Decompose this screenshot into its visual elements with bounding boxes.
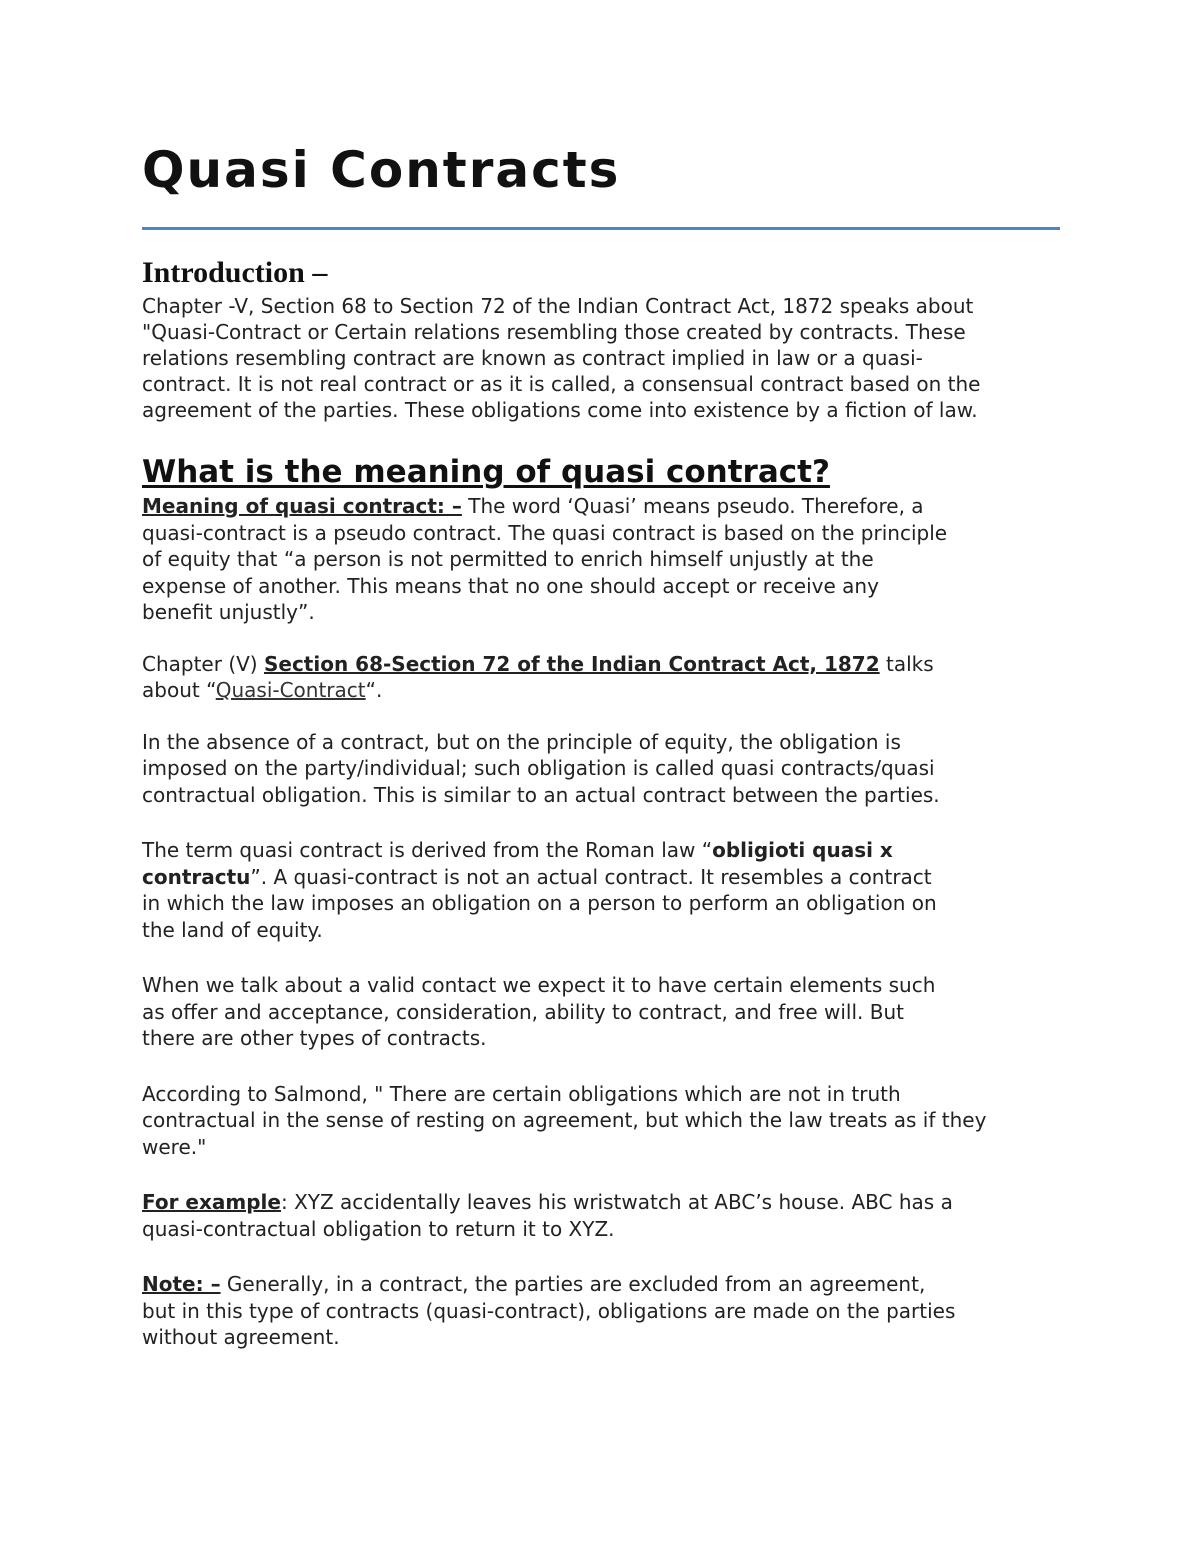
- paragraph-line: expense of another. This means that no one should accept or receive any: [142, 573, 879, 598]
- document-title: Quasi Contracts: [142, 141, 621, 199]
- example-paragraph: [142, 1189, 1060, 1242]
- valid-contract-paragraph: [142, 972, 1060, 1052]
- title-divider: [142, 227, 1060, 230]
- latin-term: contractu: [142, 864, 251, 889]
- paragraph-line: Note: – Generally, in a contract, the parties are excluded from an agreement,: [142, 1272, 926, 1296]
- paragraph-line: without agreement.: [142, 1325, 340, 1349]
- paragraph-line: were.": [142, 1134, 207, 1159]
- paragraph-line: contract. It is not real contract or as it is called, a consensual contract based on the: [142, 372, 981, 396]
- paragraph-line: relations resembling contract are known as contract implied in law or a quasi-: [142, 346, 923, 370]
- paragraph-line: contractu”. A quasi-contract is not an actual contract. It resembles a contract: [142, 864, 932, 889]
- chapter-paragraph: [142, 651, 1060, 704]
- meaning-paragraph: [142, 493, 1060, 626]
- paragraph-line: benefit unjustly”.: [142, 600, 315, 624]
- latin-term: obligioti quasi x: [712, 838, 893, 862]
- note-paragraph: [142, 1271, 1060, 1351]
- paragraph-line: as offer and acceptance, consideration, ability to contract, and free will. But: [142, 999, 904, 1024]
- section-link[interactable]: Section 68-Section 72 of the Indian Contract Act, 1872: [263, 651, 880, 676]
- paragraph-line: contractual in the sense of resting on agreement, but which the law treats as if they: [142, 1108, 987, 1132]
- note-label: Note: –: [142, 1272, 221, 1296]
- paragraph-line: Chapter -V, Section 68 to Section 72 of the Indian Contract Act, 1872 speaks about: [142, 294, 974, 318]
- paragraph-line: For example: XYZ accidentally leaves his wristwatch at ABC’s house. ABC has a: [142, 1190, 953, 1214]
- paragraph-line: imposed on the party/individual; such obligation is called quasi contracts/quasi: [142, 756, 935, 780]
- paragraph-line: agreement of the parties. These obligations come into existence by a fiction of law.: [142, 398, 978, 422]
- paragraph-line: about “Quasi-Contract“.: [142, 678, 383, 702]
- meaning-label: Meaning of quasi contract: –: [142, 494, 462, 518]
- paragraph-line: quasi-contractual obligation to return it to XYZ.: [142, 1216, 615, 1241]
- quasi-contract-link[interactable]: Quasi-Contract: [215, 678, 366, 702]
- example-label: For example: [142, 1190, 281, 1214]
- roman-law-paragraph: [142, 837, 1060, 943]
- paragraph-line: "Quasi-Contract or Certain relations resembling those created by contracts. These: [142, 320, 966, 344]
- meaning-heading: What is the meaning of quasi contract?: [142, 454, 830, 490]
- paragraph-line: but in this type of contracts (quasi-contract), obligations are made on the parties: [142, 1298, 956, 1323]
- paragraph-line: quasi-contract is a pseudo contract. The quasi contract is based on the principle: [142, 520, 948, 545]
- document-body: [142, 493, 1060, 1351]
- paragraph-line: there are other types of contracts.: [142, 1026, 487, 1050]
- paragraph-line: The term quasi contract is derived from the Roman law “obligioti quasi x: [142, 838, 893, 862]
- absence-paragraph: [142, 729, 1060, 809]
- paragraph-line: Chapter (V) Section 68-Section 72 of the Indian Contract Act, 1872 talks: [142, 651, 934, 676]
- paragraph-line: Meaning of quasi contract: – The word ‘Quasi’ means pseudo. Therefore, a: [142, 494, 924, 518]
- paragraph-line: In the absence of a contract, but on the principle of equity, the obligation is: [142, 729, 901, 754]
- paragraph-line: of equity that “a person is not permitted to enrich himself unjustly at the: [142, 547, 874, 571]
- paragraph-line: the land of equity.: [142, 917, 323, 942]
- introduction-paragraph: [142, 293, 1060, 423]
- salmond-quote-paragraph: [142, 1081, 1060, 1161]
- paragraph-line: in which the law imposes an obligation on a person to perform an obligation on: [142, 891, 937, 915]
- paragraph-line: When we talk about a valid contact we expect it to have certain elements such: [142, 973, 936, 997]
- introduction-heading: Introduction –: [142, 256, 328, 289]
- paragraph-line: According to Salmond, " There are certain obligations which are not in truth: [142, 1081, 901, 1106]
- paragraph-line: contractual obligation. This is similar to an actual contract between the parties.: [142, 782, 940, 807]
